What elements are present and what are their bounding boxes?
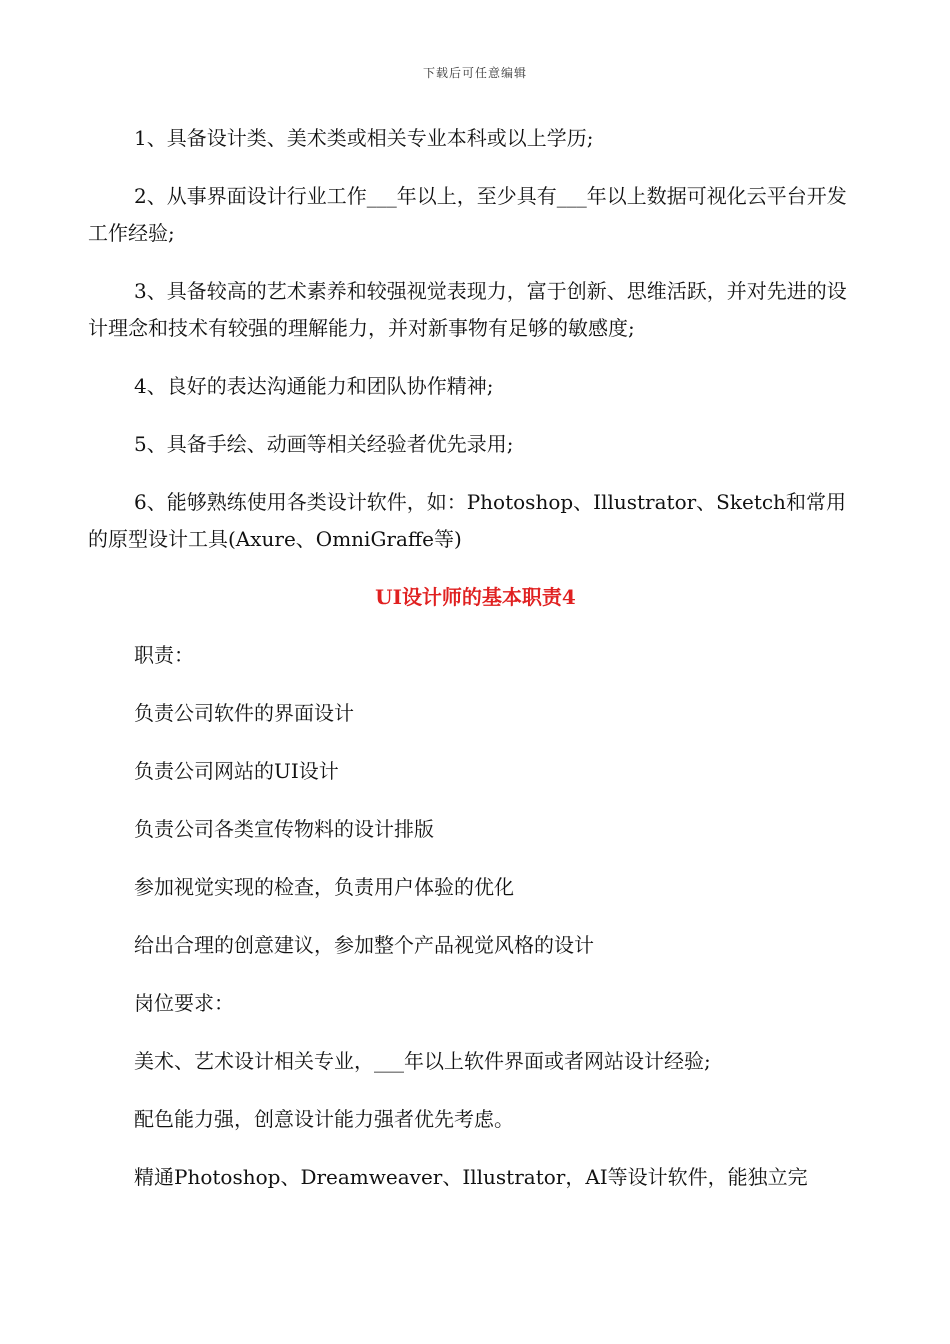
- requirement-item-5: 5、具备手绘、动画等相关经验者优先录用;: [134, 432, 514, 456]
- document-body: [88, 120, 863, 1217]
- requirements-label: 岗位要求：: [134, 991, 234, 1015]
- duties-label: 职责：: [134, 643, 194, 667]
- duty-item-5: 给出合理的创意建议，参加整个产品视觉风格的设计: [134, 933, 594, 957]
- requirement-item-6: 6、能够熟练使用各类设计软件，如：Photoshop、Illustrator、Sketch和常用的原型设计工具(Axure、OmniGraffe等): [88, 490, 846, 551]
- requirement-item-4: 4、良好的表达沟通能力和团队协作精神;: [134, 374, 494, 398]
- duty-item-1: 负责公司软件的界面设计: [134, 701, 354, 725]
- requirement-item-1: 1、具备设计类、美术类或相关专业本科或以上学历;: [134, 126, 594, 150]
- requirement-item-2: 2、从事界面设计行业工作___年以上，至少具有___年以上数据可视化云平台开发工作经验;: [88, 184, 847, 245]
- header-note: 下载后可任意编辑: [422, 66, 527, 80]
- job-requirement-2: 配色能力强，创意设计能力强者优先考虑。: [134, 1107, 514, 1131]
- requirement-item-3: 3、具备较高的艺术素养和较强视觉表现力，富于创新、思维活跃，并对先进的设计理念和技术有较强的理解能力，并对新事物有足够的敏感度;: [88, 279, 847, 340]
- duty-item-3: 负责公司各类宣传物料的设计排版: [134, 817, 434, 841]
- duty-item-2: 负责公司网站的UI设计: [134, 759, 339, 783]
- duty-item-4: 参加视觉实现的检查，负责用户体验的优化: [134, 875, 514, 899]
- section-title: UI设计师的基本职责4: [375, 585, 576, 609]
- job-requirement-1: 美术、艺术设计相关专业，___年以上软件界面或者网站设计经验;: [134, 1049, 711, 1073]
- job-requirement-3: 精通Photoshop、Dreamweaver、Illustrator，AI等设计软件，能独立完: [134, 1165, 808, 1189]
